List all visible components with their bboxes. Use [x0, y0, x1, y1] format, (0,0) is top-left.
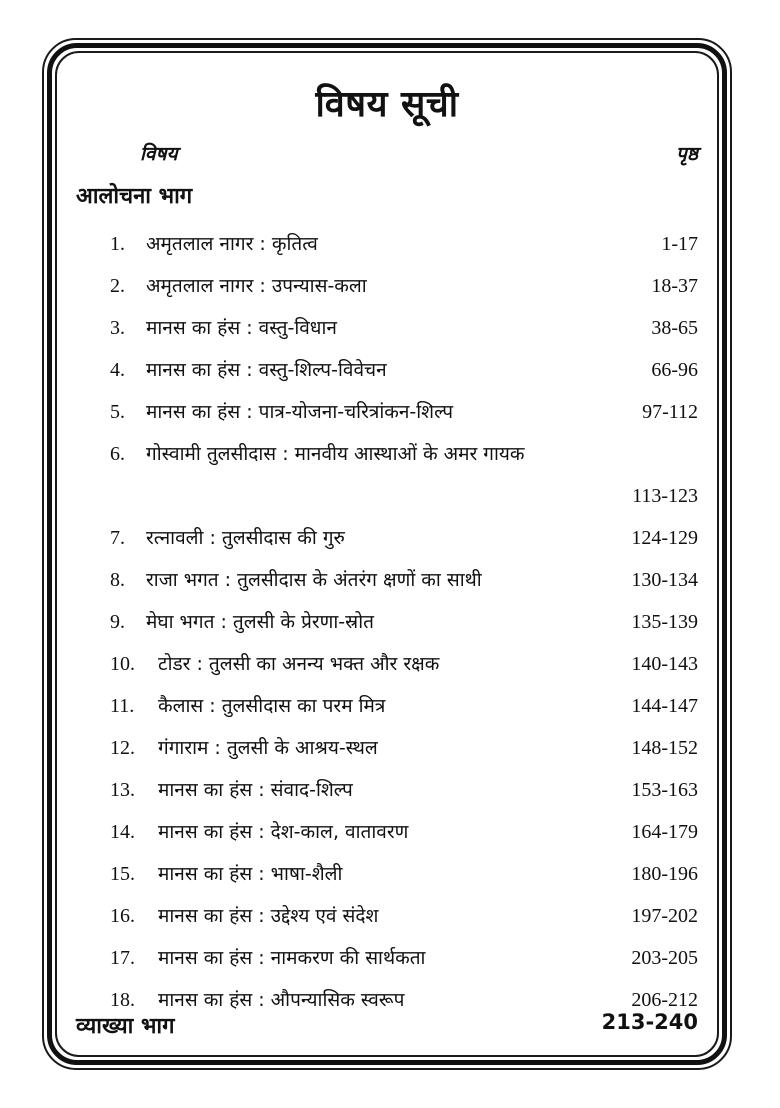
entry-pages: 130-134 [631, 569, 698, 591]
entry-pages: 1-17 [661, 233, 698, 255]
section-explanation-pages: 213-240 [601, 1010, 698, 1034]
entry-title: राजा भगत : तुलसीदास के अंतरंग क्षणों का साथी [146, 569, 482, 591]
toc-entry[interactable] [62, 769, 712, 811]
entry-title: मानस का हंस : देश-काल, वातावरण [158, 821, 409, 843]
toc-entry[interactable] [62, 895, 712, 937]
entry-title: मानस का हंस : वस्तु-विधान [146, 317, 337, 339]
toc-entry[interactable] [62, 517, 712, 559]
entry-pages: 135-139 [631, 611, 698, 633]
entry-number: 18. [110, 989, 135, 1011]
entry-pages: 206-212 [631, 989, 698, 1011]
entry-title: मानस का हंस : नामकरण की सार्थकता [158, 947, 426, 969]
toc-entry[interactable] [62, 223, 712, 265]
entry-pages: 66-96 [651, 359, 698, 381]
column-header-page: पृष्ठ [676, 143, 698, 165]
entry-pages: 144-147 [631, 695, 698, 717]
entry-title: मानस का हंस : पात्र-योजना-चरित्रांकन-शिल्प [146, 401, 454, 423]
entry-number: 3. [110, 317, 125, 339]
entry-pages: 197-202 [631, 905, 698, 927]
entry-pages: 113-123 [632, 485, 698, 507]
entry-pages: 164-179 [631, 821, 698, 843]
entry-title: मानस का हंस : भाषा-शैली [158, 863, 343, 885]
entry-pages: 124-129 [631, 527, 698, 549]
entry-number: 6. [110, 443, 125, 465]
toc-entry[interactable] [62, 685, 712, 727]
toc-entry[interactable] [62, 643, 712, 685]
toc-list [62, 223, 712, 1021]
entry-number: 16. [110, 905, 135, 927]
toc-entry[interactable] [62, 265, 712, 307]
entry-number: 1. [110, 233, 125, 255]
entry-number: 5. [110, 401, 125, 423]
entry-number: 13. [110, 779, 135, 801]
entry-title: कैलास : तुलसीदास का परम मित्र [158, 695, 386, 717]
entry-title: मानस का हंस : उद्देश्य एवं संदेश [158, 905, 379, 927]
entry-title: मेघा भगत : तुलसी के प्रेरणा-स्रोत [146, 611, 374, 633]
toc-entry[interactable] [62, 853, 712, 895]
entry-number: 9. [110, 611, 125, 633]
toc-entry[interactable] [62, 433, 712, 517]
entry-pages: 18-37 [651, 275, 698, 297]
entry-pages: 140-143 [631, 653, 698, 675]
toc-entry[interactable] [62, 727, 712, 769]
table-of-contents [62, 60, 712, 1050]
toc-entry[interactable] [62, 811, 712, 853]
entry-title: टोडर : तुलसी का अनन्य भक्त और रक्षक [158, 653, 440, 675]
column-header-subject: विषय [140, 143, 178, 165]
entry-number: 2. [110, 275, 125, 297]
entry-number: 11. [110, 695, 135, 717]
entry-title: अमृतलाल नागर : कृतित्व [146, 233, 318, 255]
entry-title: अमृतलाल नागर : उपन्यास-कला [146, 275, 367, 297]
toc-entry[interactable] [62, 601, 712, 643]
entry-number: 8. [110, 569, 125, 591]
section-heading-criticism: आलोचना भाग [76, 184, 193, 209]
entry-number: 4. [110, 359, 125, 381]
toc-entry[interactable] [62, 307, 712, 349]
entry-pages: 38-65 [651, 317, 698, 339]
entry-number: 12. [110, 737, 135, 759]
entry-pages: 97-112 [642, 401, 698, 423]
toc-entry[interactable] [62, 349, 712, 391]
entry-title: गोस्वामी तुलसीदास : मानवीय आस्थाओं के अमर गायक [146, 443, 525, 465]
page-title: विषय सूची [315, 84, 459, 125]
entry-title: रत्नावली : तुलसीदास की गुरु [146, 527, 345, 549]
entry-pages: 153-163 [631, 779, 698, 801]
section-explanation[interactable] [76, 1010, 698, 1050]
entry-pages: 203-205 [631, 947, 698, 969]
entry-number: 7. [110, 527, 125, 549]
entry-title: गंगाराम : तुलसी के आश्रय-स्थल [158, 737, 378, 759]
entry-pages: 180-196 [631, 863, 698, 885]
entry-number: 14. [110, 821, 135, 843]
toc-entry[interactable] [62, 559, 712, 601]
toc-entry[interactable] [62, 391, 712, 433]
entry-pages: 148-152 [631, 737, 698, 759]
entry-title: मानस का हंस : वस्तु-शिल्प-विवेचन [146, 359, 387, 381]
entry-title: मानस का हंस : औपन्यासिक स्वरूप [158, 989, 405, 1011]
entry-number: 10. [110, 653, 135, 675]
entry-title: मानस का हंस : संवाद-शिल्प [158, 779, 353, 801]
entry-number: 17. [110, 947, 135, 969]
section-heading-explanation: व्याख्या भाग [76, 1014, 175, 1039]
entry-number: 15. [110, 863, 135, 885]
toc-entry[interactable] [62, 937, 712, 979]
